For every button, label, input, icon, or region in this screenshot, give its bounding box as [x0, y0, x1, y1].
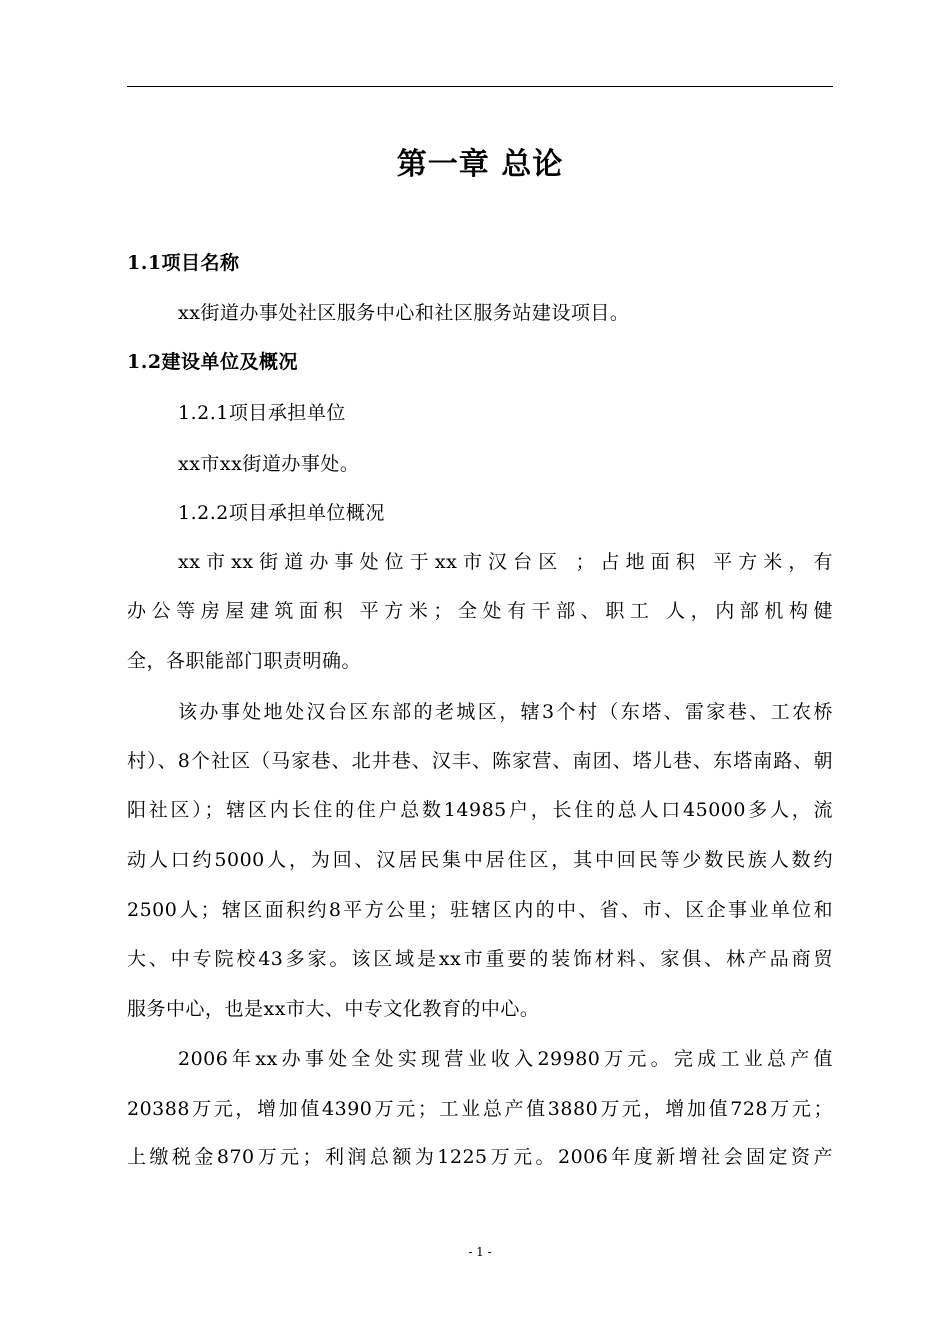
paragraph-2-line-1: 该办事处地处汉台区东部的老城区，辖3个村（东塔、雷家巷、工农桥: [178, 701, 833, 723]
section-heading-1-2: 1.2建设单位及概况: [127, 351, 299, 373]
chapter-title: 第一章 总论: [396, 147, 564, 182]
page-number: - 1 -: [468, 1245, 492, 1259]
paragraph-3-line-1: 2006年xx办事处全处实现营业收入29980万元。完成工业总产值: [178, 1048, 833, 1070]
paragraph-2-line-5: 2500人；辖区面积约8平方公里；驻辖区内的中、省、市、区企事业单位和: [127, 899, 833, 921]
paragraph-1-line-3: 全，各职能部门职责明确。: [127, 650, 362, 672]
paragraph-2-line-4: 动人口约5000人，为回、汉居民集中居住区，其中回民等少数民族人数约: [127, 849, 833, 871]
paragraph-2-line-2: 村）、8个社区（马家巷、北井巷、汉丰、陈家营、南团、塔儿巷、东塔南路、朝: [127, 750, 833, 772]
paragraph-2-line-3: 阳社区）；辖区内长住的住户总数14985户，长住的总人口45000多人，流: [127, 799, 833, 821]
paragraph-3-line-2: 20388万元，增加值4390万元；工业总产值3880万元，增加值728万元；: [127, 1098, 833, 1120]
section-heading-1-1: 1.1项目名称: [127, 252, 240, 274]
paragraph-2-line-7: 服务中心，也是xx市大、中专文化教育的中心。: [127, 998, 540, 1020]
project-name-text: xx街道办事处社区服务中心和社区服务站建设项目。: [178, 302, 630, 324]
paragraph-1-line-2: 办公等房屋建筑面积 平方米；全处有干部、职工 人，内部机构健: [127, 600, 833, 622]
header-rule: [127, 86, 833, 87]
paragraph-3-line-3: 上缴税金870万元；利润总额为1225万元。2006年度新增社会固定资产: [127, 1146, 833, 1168]
paragraph-2-line-6: 大、中专院校43多家。该区域是xx市重要的装饰材料、家俱、林产品商贸: [127, 948, 833, 970]
paragraph-1-line-1: xx市xx街道办事处位于xx市汉台区 ；占地面积 平方米，有: [178, 551, 833, 573]
undertaking-unit-text: xx市xx街道办事处。: [178, 453, 360, 475]
subsection-heading-1-2-1: 1.2.1项目承担单位: [178, 402, 346, 424]
subsection-heading-1-2-2: 1.2.2项目承担单位概况: [178, 502, 385, 524]
